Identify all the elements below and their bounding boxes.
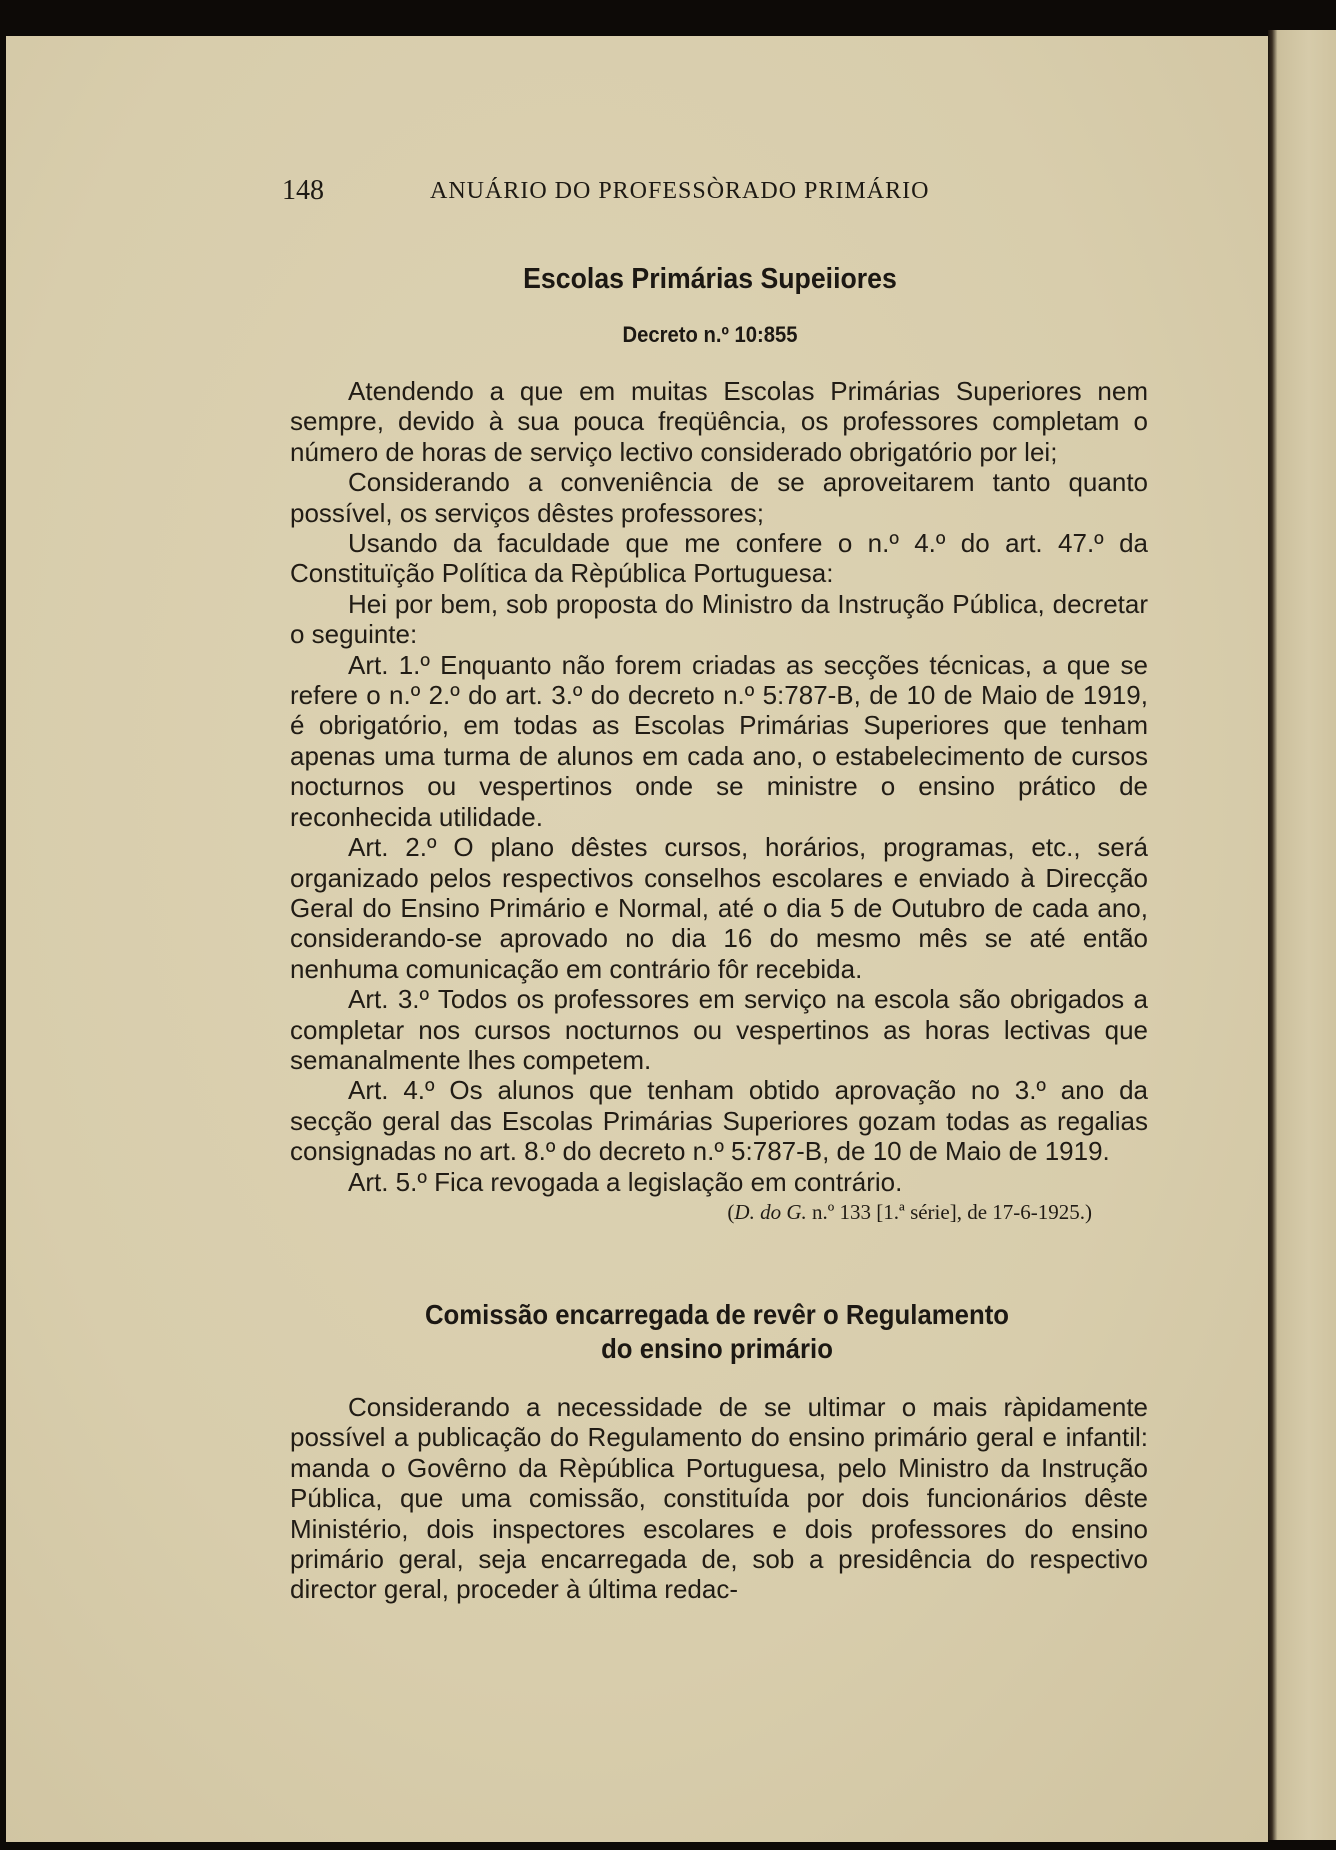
- paragraph: Atendendo a que em muitas Escolas Primárias Superiores nem sempre, devido à sua pouca freqüência, os professores completam o número de horas de serviço lectivo considerado obrigatório por lei;: [290, 376, 1148, 467]
- source-journal: D. do G.: [734, 1199, 807, 1224]
- adjacent-page-edge: [1268, 30, 1336, 1840]
- section2-title-line1: Comissão encarregada de revêr o Regulamento: [424, 1299, 1010, 1330]
- section2-title: [324, 1298, 1110, 1366]
- source-details: n.º 133 [1.ª série], de 17-6-1925.): [806, 1199, 1092, 1224]
- page-number: 148: [282, 175, 324, 206]
- decree-number: Decreto n.º 10:855: [622, 322, 798, 347]
- paragraph: Hei por bem, sob proposta do Ministro da Instrução Pública, decretar o seguinte:: [290, 588, 1148, 650]
- source-open: (: [727, 1199, 735, 1224]
- running-title: ANUÁRIO DO PROFESSÒRADO PRIMÁRIO: [430, 178, 930, 204]
- section-title: Escolas Primárias Supeiiores: [523, 263, 897, 295]
- section2-body: [290, 1392, 1148, 1605]
- article-4: Art. 4.º Os alunos que tenham obtido aprovação no 3.º ano da secção geral das Escolas Primárias Superiores gozam todas as regalias consignadas no art. 8.º do decreto n.º 5:787-B, de 10 de Maio de 1919.: [290, 1075, 1148, 1167]
- decree-body: [290, 376, 1148, 1227]
- paragraph: Considerando a conveniência de se aproveitarem tanto quanto possível, os serviços dêstes professores;: [290, 467, 1148, 528]
- source-citation: [290, 1197, 1148, 1227]
- article-1: Art. 1.º Enquanto não forem criadas as secções técnicas, a que se refere o n.º 2.º do art. 3.º do decreto n.º 5:787-B, de 10 de Maio de 1919, é obrigatório, em todas as Escolas Primárias Superiores que tenham apenas uma turma de alunos em cada ano, o estabelecimento de cursos nocturnos ou vespertinos onde se ministre o ensino prático de reconhecida utilidade.: [290, 649, 1148, 832]
- section2-title-line2: do ensino primário: [601, 1333, 833, 1364]
- running-head: [282, 175, 1002, 209]
- article-2: Art. 2.º O plano dêstes cursos, horários, programas, etc., será organizado pelos respectivos conselhos escolares e enviado à Direcção Geral do Ensino Primário e Normal, até o dia 5 de Outubro de cada ano, considerando-se aprovado no dia 16 do mesmo mês se até então nenhuma comunicação em contrário fôr recebida.: [290, 832, 1148, 984]
- article-5: Art. 5.º Fica revogada a legislação em contrário.: [348, 1166, 903, 1197]
- article-3: Art. 3.º Todos os professores em serviço na escola são obrigados a completar nos cursos nocturnos ou vespertinos as horas lectivas que semanalmente lhes competem.: [290, 984, 1148, 1075]
- paragraph: Usando da faculdade que me confere o n.º 4.º do art. 47.º da Constituïção Política da Rèpública Portuguesa:: [290, 528, 1148, 589]
- paragraph: Considerando a necessidade de se ultimar o mais ràpidamente possível a publicação do Regulamento do ensino primário geral e infantil: manda o Govêrno da Rèpública Portuguesa, pelo Ministro da Instrução Pública, que uma comissão, constituída por dois funcionários dêste Ministério, dois inspectores escolares e dois professores do ensino primário geral, seja encarregada de, sob a presidência do respectivo director geral, proceder à última redac-: [290, 1392, 1148, 1605]
